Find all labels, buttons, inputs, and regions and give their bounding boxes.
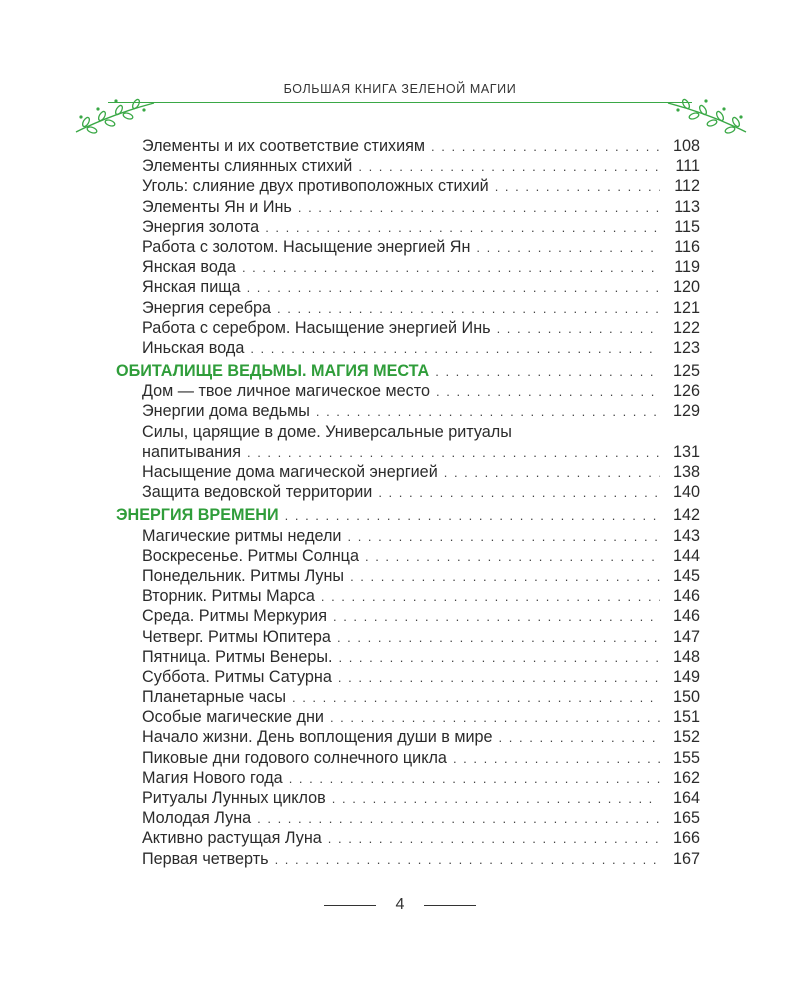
toc-page-number: 151 xyxy=(672,708,700,727)
toc-entry[interactable] xyxy=(116,748,700,768)
toc-entry[interactable] xyxy=(116,482,700,502)
toc-entry[interactable] xyxy=(116,197,700,217)
toc-dot-leader xyxy=(257,809,660,828)
toc-entry-title: Вторник. Ритмы Марса xyxy=(142,587,315,606)
toc-entry-title: Энергии дома ведьмы xyxy=(142,402,310,421)
toc-entry[interactable] xyxy=(116,381,700,401)
toc-entry-title: Магические ритмы недели xyxy=(142,526,342,545)
toc-entry[interactable] xyxy=(116,768,700,788)
toc-entry-title: ЭНЕРГИЯ ВРЕМЕНИ xyxy=(116,506,279,525)
toc-entry-title: Активно растущая Луна xyxy=(142,829,322,848)
toc-entry-title: Дом — твое личное магическое место xyxy=(142,382,430,401)
toc-dot-leader xyxy=(358,157,660,176)
toc-page-number: 143 xyxy=(672,526,700,545)
toc-entry[interactable] xyxy=(116,338,700,358)
toc-entry[interactable] xyxy=(116,727,700,747)
toc-entry-title: Янская пища xyxy=(142,278,241,297)
toc-entry-title: Силы, царящие в доме. Универсальные ритуалы xyxy=(142,422,512,441)
toc-entry[interactable] xyxy=(116,442,700,462)
toc-entry[interactable] xyxy=(116,401,700,421)
toc-page-number: 119 xyxy=(674,258,700,277)
toc-entry[interactable] xyxy=(116,217,700,237)
toc-page-number: 120 xyxy=(672,278,700,297)
toc-dot-leader xyxy=(378,483,660,502)
toc-page-number: 129 xyxy=(672,402,700,421)
toc-entry-title: Энергия золота xyxy=(142,217,260,236)
toc-entry-title: Работа с золотом. Насыщение энергией Ян xyxy=(142,237,471,256)
toc-entry[interactable] xyxy=(116,462,700,482)
toc-dot-leader xyxy=(292,688,660,707)
toc-entry-title: Планетарные часы xyxy=(142,688,286,707)
running-title: БОЛЬШАЯ КНИГА ЗЕЛЕНОЙ МАГИИ xyxy=(283,82,517,96)
toc-dot-leader xyxy=(316,402,660,421)
toc-dot-leader xyxy=(289,769,660,788)
toc-dot-leader xyxy=(330,708,660,727)
toc-dot-leader xyxy=(275,850,660,869)
toc-dot-leader xyxy=(285,506,660,525)
toc-page-number: 148 xyxy=(672,647,700,666)
toc-dot-leader xyxy=(332,789,660,808)
vine-ornament-icon xyxy=(72,92,156,136)
toc-entry[interactable] xyxy=(116,788,700,808)
toc-entry[interactable] xyxy=(116,627,700,647)
toc-page-number: 123 xyxy=(672,338,700,357)
toc-entry-title: Первая четверть xyxy=(142,849,269,868)
toc-dot-leader xyxy=(365,547,660,566)
toc-entry[interactable] xyxy=(116,828,700,848)
toc-entry-title: Пиковые дни годового солнечного цикла xyxy=(142,748,447,767)
toc-section-entry[interactable] xyxy=(116,361,700,381)
toc-page-number: 147 xyxy=(672,627,700,646)
toc-entry-title: Понедельник. Ритмы Луны xyxy=(142,566,345,585)
toc-dot-leader xyxy=(333,607,660,626)
toc-page-number: 116 xyxy=(674,237,700,256)
toc-entry[interactable] xyxy=(116,707,700,727)
toc-page-number: 155 xyxy=(672,748,700,767)
toc-entry-title: ОБИТАЛИЩЕ ВЕДЬМЫ. МАГИЯ МЕСТА xyxy=(116,362,430,381)
toc-entry[interactable] xyxy=(116,176,700,196)
toc-page-number: 146 xyxy=(672,587,700,606)
toc-page-number: 113 xyxy=(674,197,700,216)
toc-page-number: 164 xyxy=(672,789,700,807)
toc-page-number: 142 xyxy=(672,506,700,525)
toc-page-number: 125 xyxy=(672,362,700,381)
toc-entry-title: Элементы и их соответствие стихиям xyxy=(142,137,426,155)
toc-page-number: 115 xyxy=(674,217,700,236)
toc-dot-leader xyxy=(453,749,660,768)
toc-entry[interactable] xyxy=(116,422,700,442)
toc-dot-leader xyxy=(338,668,660,687)
toc-entry[interactable] xyxy=(116,647,700,667)
toc-page-number: 146 xyxy=(672,607,700,626)
toc-entry-title: Защита ведовской территории xyxy=(142,483,373,502)
toc-dot-leader xyxy=(242,258,660,277)
toc-dot-leader xyxy=(476,238,660,257)
toc-dot-leader xyxy=(321,587,660,606)
toc-page-number: 138 xyxy=(672,463,700,481)
toc-dot-leader xyxy=(298,198,660,217)
toc-page-number: 112 xyxy=(674,177,700,196)
toc-entry[interactable] xyxy=(116,566,700,586)
toc-page-number: 140 xyxy=(672,483,700,502)
toc-page-number: 165 xyxy=(672,809,700,828)
toc-page-number: 149 xyxy=(672,667,700,686)
toc-entry-title: Среда. Ритмы Меркурия xyxy=(142,607,327,626)
toc-page-number: 108 xyxy=(672,137,700,155)
toc-entry-title: Элементы Ян и Инь xyxy=(142,197,292,216)
toc-entry-title: Ритуалы Лунных циклов xyxy=(142,789,326,807)
toc-dot-leader xyxy=(499,728,660,747)
toc-page-number: 150 xyxy=(672,688,700,707)
toc-entry[interactable] xyxy=(116,606,700,626)
toc-page-number: 162 xyxy=(672,768,700,787)
toc-dot-leader xyxy=(444,463,660,482)
toc-page-number: 122 xyxy=(672,318,700,337)
toc-entry-title: Элементы слиянных стихий xyxy=(142,157,353,176)
toc-page-number: 144 xyxy=(672,546,700,565)
toc-dot-leader xyxy=(436,382,660,401)
toc-entry[interactable] xyxy=(116,318,700,338)
toc-dot-leader xyxy=(247,443,660,462)
footer-rule-right xyxy=(424,905,476,906)
toc-page-number: 145 xyxy=(672,566,700,585)
toc-dot-leader xyxy=(431,137,660,156)
table-of-contents xyxy=(116,136,700,869)
toc-entry[interactable] xyxy=(116,156,700,176)
toc-entry-title: Особые магические дни xyxy=(142,708,324,727)
vine-ornament-icon xyxy=(666,92,750,136)
toc-section-entry[interactable] xyxy=(116,505,700,525)
toc-entry[interactable] xyxy=(116,586,700,606)
toc-page-number: 167 xyxy=(672,849,700,868)
toc-entry-title: Работа с серебром. Насыщение энергией Инь xyxy=(142,318,491,337)
toc-entry[interactable] xyxy=(116,237,700,257)
footer-rule-left xyxy=(324,905,376,906)
toc-entry[interactable] xyxy=(116,136,700,156)
toc-dot-leader xyxy=(350,567,660,586)
toc-dot-leader xyxy=(247,278,660,297)
toc-entry[interactable] xyxy=(116,849,700,869)
toc-dot-leader xyxy=(265,218,660,237)
toc-dot-leader xyxy=(277,299,660,318)
page-footer xyxy=(0,896,800,914)
toc-entry-title: Воскресенье. Ритмы Солнца xyxy=(142,546,359,565)
toc-entry-title: Уголь: слияние двух противоположных стихий xyxy=(142,177,489,196)
toc-entry-title: Пятница. Ритмы Венеры. xyxy=(142,647,333,666)
toc-page-number: 121 xyxy=(672,298,700,317)
header-divider xyxy=(108,102,692,103)
toc-entry[interactable] xyxy=(116,526,700,546)
toc-entry-title: Магия Нового года xyxy=(142,768,283,787)
toc-dot-leader xyxy=(495,177,660,196)
toc-entry-title: Начало жизни. День воплощения души в мире xyxy=(142,728,493,747)
toc-entry-title: Молодая Луна xyxy=(142,809,252,828)
toc-entry[interactable] xyxy=(116,546,700,566)
toc-entry-title: Иньская вода xyxy=(142,338,245,357)
toc-page-number: 126 xyxy=(672,382,700,401)
toc-entry-title: Четверг. Ритмы Юпитера xyxy=(142,627,331,646)
toc-dot-leader xyxy=(435,362,660,381)
toc-entry-title: напитывания xyxy=(142,442,241,461)
toc-dot-leader xyxy=(250,339,660,358)
toc-dot-leader xyxy=(328,829,660,848)
toc-page-number: 152 xyxy=(672,728,700,747)
toc-page-number: 131 xyxy=(672,442,700,461)
toc-entry[interactable] xyxy=(116,298,700,318)
toc-entry-title: Янская вода xyxy=(142,258,236,277)
toc-entry-title: Насыщение дома магической энергией xyxy=(142,463,438,481)
toc-entry-title: Энергия серебра xyxy=(142,298,271,317)
toc-page-number: 166 xyxy=(672,829,700,848)
toc-dot-leader xyxy=(497,319,660,338)
toc-entry[interactable] xyxy=(116,687,700,707)
toc-dot-leader xyxy=(337,628,660,647)
toc-entry[interactable] xyxy=(116,667,700,687)
toc-entry-title: Суббота. Ритмы Сатурна xyxy=(142,667,332,686)
toc-entry[interactable] xyxy=(116,257,700,277)
toc-entry[interactable] xyxy=(116,808,700,828)
page-number: 4 xyxy=(395,896,405,913)
toc-page-number: 111 xyxy=(675,157,700,176)
toc-dot-leader xyxy=(338,648,660,667)
toc-entry[interactable] xyxy=(116,277,700,297)
toc-dot-leader xyxy=(347,527,660,546)
